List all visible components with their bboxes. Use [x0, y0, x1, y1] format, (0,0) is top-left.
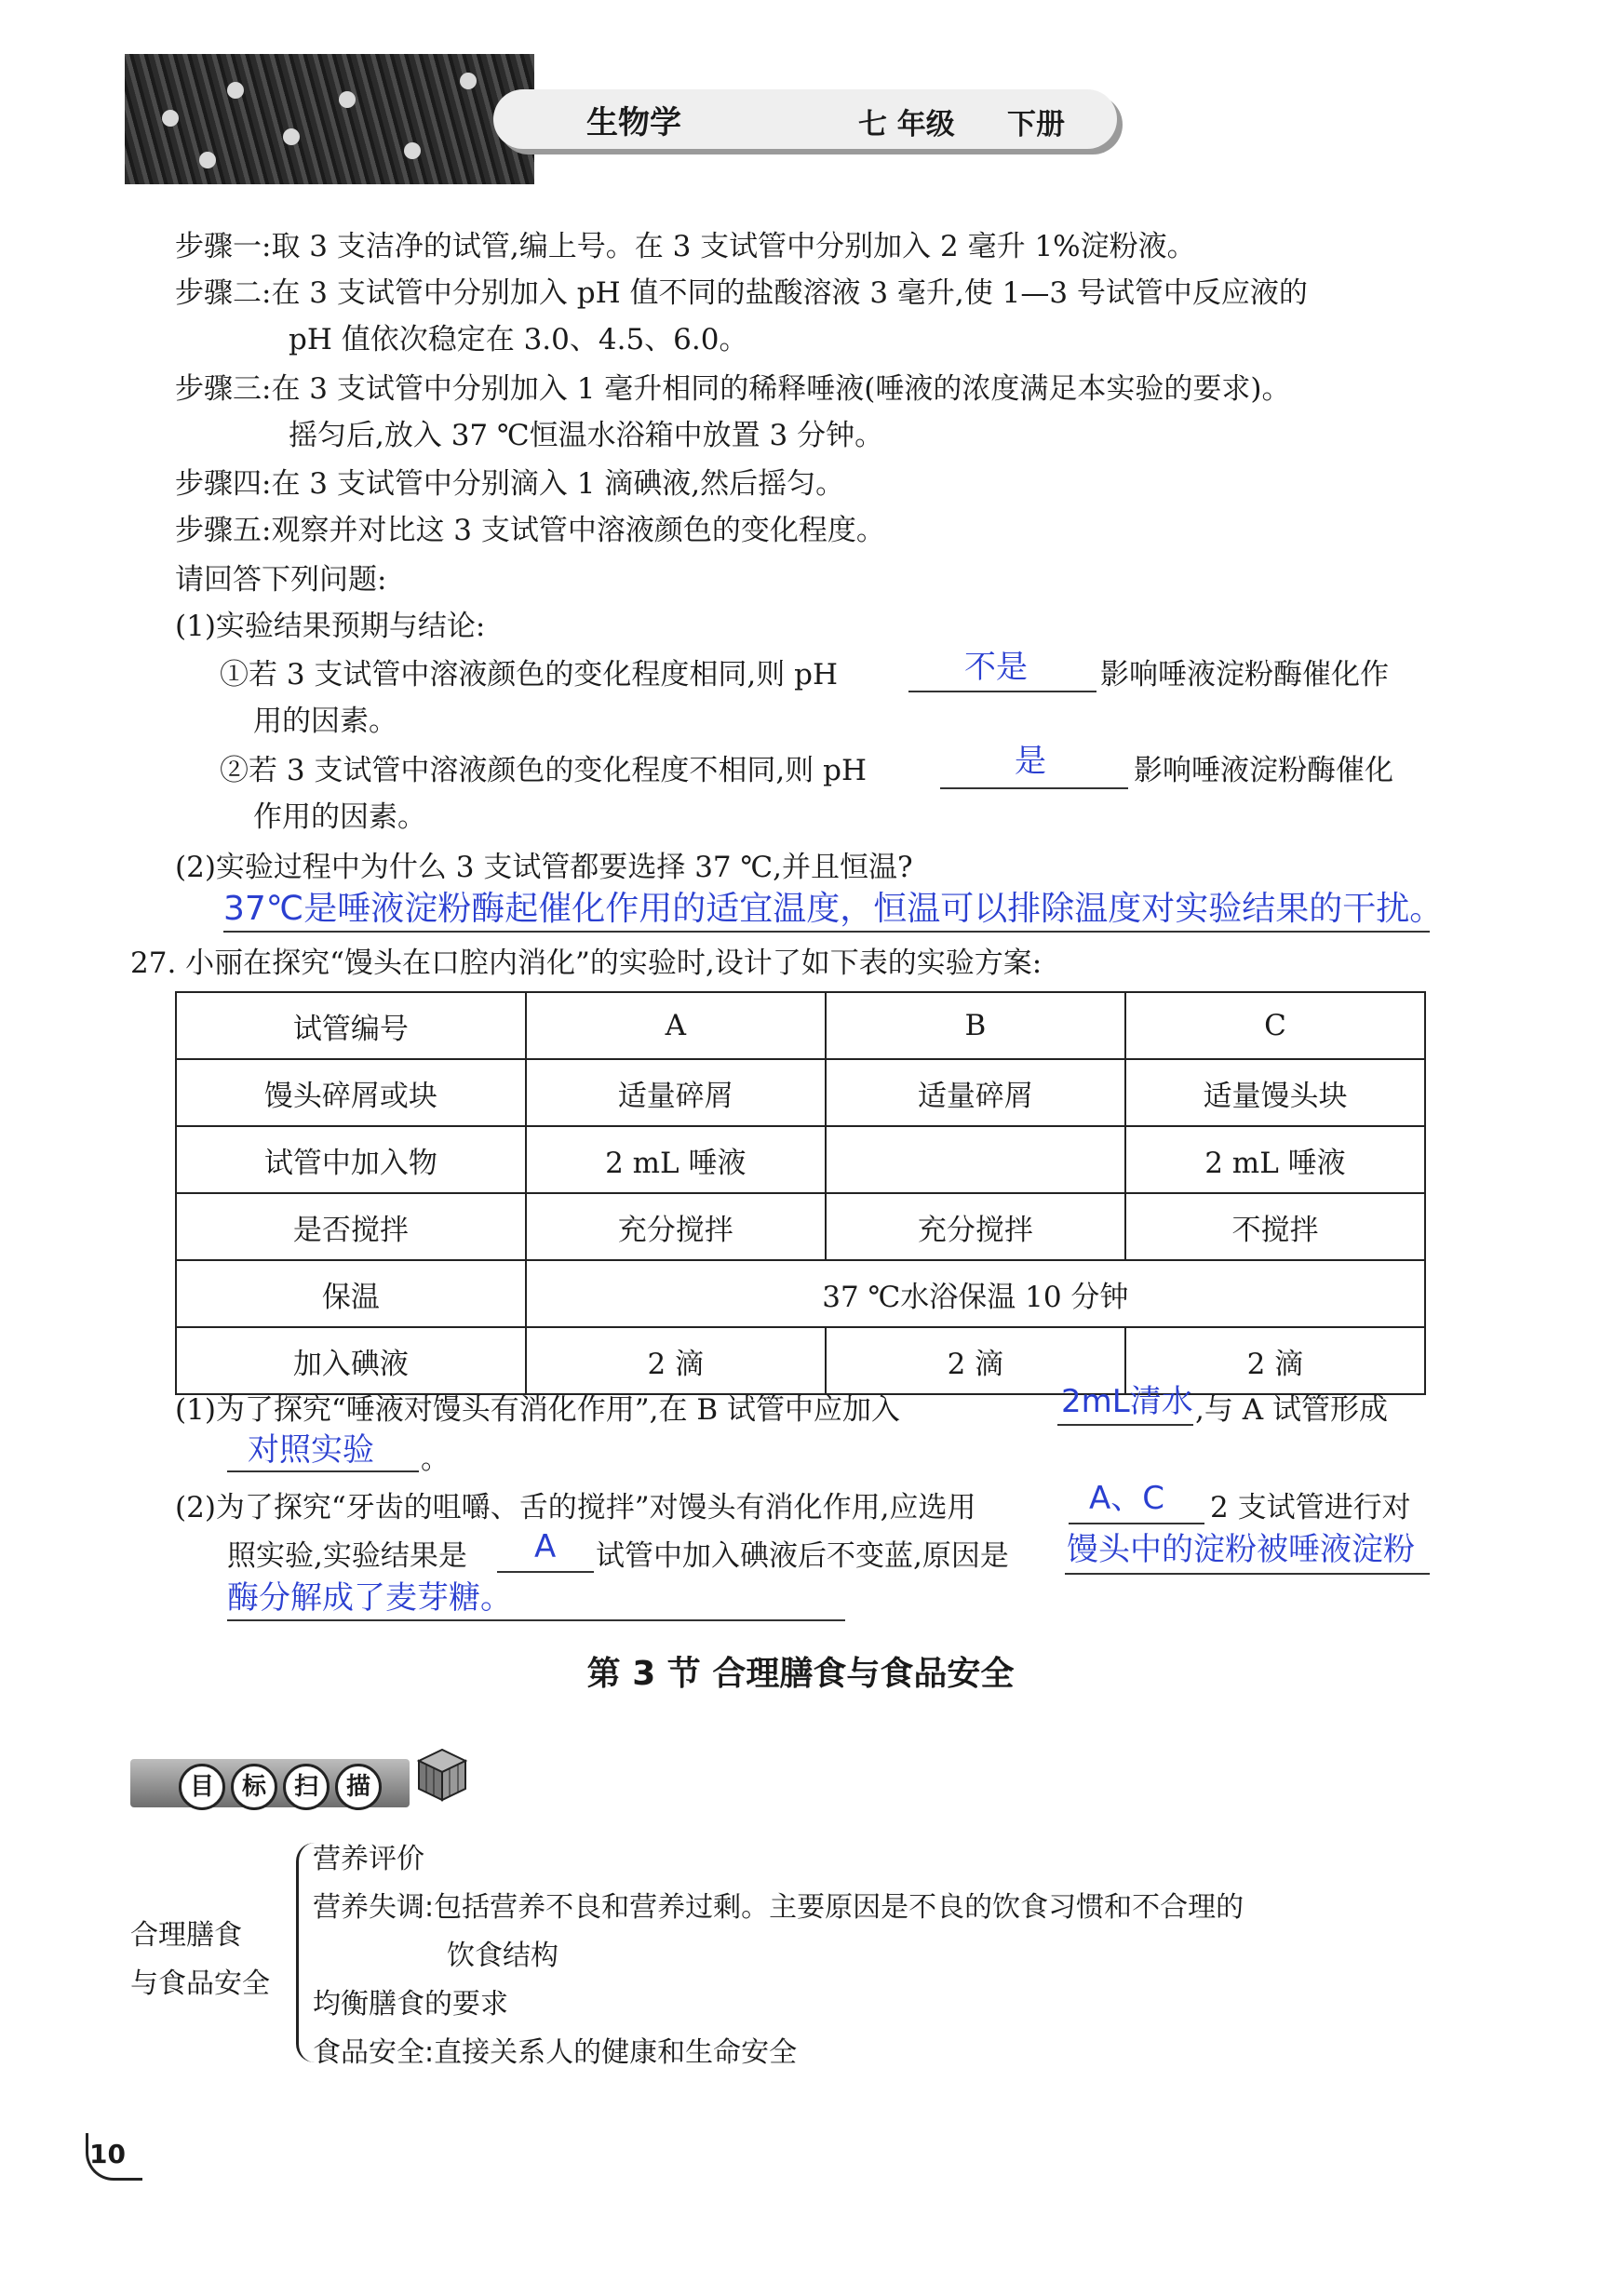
- q27-intro: 27. 小丽在探究“馒头在口腔内消化”的实验时,设计了如下表的实验方案:: [130, 947, 1043, 980]
- q26-1b-post: 影响唾液淀粉酶催化: [1134, 754, 1393, 787]
- table-cell: 充分搅拌: [826, 1193, 1125, 1260]
- step-4: 步骤四:在 3 支试管中分别滴入 1 滴碘液,然后摇匀。: [175, 467, 845, 501]
- table-cell: 适量馒头块: [1125, 1059, 1425, 1126]
- table-cell: 2 滴: [526, 1327, 826, 1394]
- q26-part2-title: (2)实验过程中为什么 3 支试管都要选择 37 ℃,并且恒温?: [175, 851, 913, 884]
- handwritten-answer: 对照实验: [248, 1431, 374, 1469]
- table-row: [176, 1193, 1425, 1260]
- cube-icon: [410, 1740, 475, 1806]
- experiment-table: [175, 991, 1426, 1395]
- table-row: [176, 1126, 1425, 1193]
- answer-blank: [497, 1571, 594, 1573]
- handwritten-answer: A、C: [1089, 1480, 1164, 1517]
- banner-char: 扫: [283, 1764, 330, 1810]
- handwritten-answer: 不是: [964, 649, 1028, 686]
- table-cell: 2 mL 唾液: [1125, 1126, 1425, 1193]
- table-cell: 馒头碎屑或块: [176, 1059, 526, 1126]
- volume-label: 下册: [1007, 108, 1065, 141]
- q26-1a-cont: 用的因素。: [253, 705, 397, 738]
- section-title: 第 3 节 合理膳食与食品安全: [586, 1655, 1015, 1693]
- q27-part2-post: 2 支试管进行对: [1210, 1491, 1411, 1524]
- table-cell: 适量碎屑: [526, 1059, 826, 1126]
- q26-prompt: 请回答下列问题:: [175, 563, 387, 597]
- table-header-cell: C: [1125, 992, 1425, 1059]
- step-1: 步骤一:取 3 支洁净的试管,编上号。在 3 支试管中分别加入 2 毫升 1%淀粉液。: [175, 230, 1196, 263]
- table-cell: 加入碘液: [176, 1327, 526, 1394]
- table-cell: 充分搅拌: [526, 1193, 826, 1260]
- q27-part1-pre: (1)为了探究“唾液对馒头有消化作用”,在 B 试管中应加入: [175, 1393, 900, 1427]
- subject-title: 生物学: [586, 104, 681, 141]
- concept-item: 食品安全:直接关系人的健康和生命安全: [313, 2036, 798, 2069]
- step-2: 步骤二:在 3 支试管中分别加入 pH 值不同的盐酸溶液 3 毫升,使 1—3 号试管中反应液的: [175, 276, 1308, 310]
- q27-part1-end: 。: [421, 1443, 450, 1476]
- step-3: 步骤三:在 3 支试管中分别加入 1 毫升相同的稀释唾液(唾液的浓度满足本实验的要求)。: [175, 372, 1291, 406]
- concept-root-line2: 与食品安全: [130, 1967, 270, 2000]
- answer-blank: [1069, 1523, 1204, 1524]
- concept-item: 均衡膳食的要求: [313, 1988, 508, 2021]
- handwritten-answer: 2mL清水: [1061, 1383, 1193, 1420]
- handwritten-answer: 酶分解成了麦芽糖。: [227, 1579, 512, 1617]
- q26-1b-pre: ②若 3 支试管中溶液颜色的变化程度不相同,则 pH: [220, 754, 868, 787]
- table-cell: 2 滴: [1125, 1327, 1425, 1394]
- table-cell: 37 ℃水浴保温 10 分钟: [526, 1260, 1425, 1327]
- table-cell: 适量碎屑: [826, 1059, 1125, 1126]
- concept-item-cont: 饮食结构: [447, 1940, 558, 1972]
- q26-1a-pre: ①若 3 支试管中溶液颜色的变化程度相同,则 pH: [220, 658, 839, 691]
- banner-label: [179, 1764, 382, 1810]
- step-5: 步骤五:观察并对比这 3 支试管中溶液颜色的变化程度。: [175, 514, 885, 547]
- answer-blank: [227, 1470, 419, 1472]
- answer-line: [1065, 1573, 1430, 1575]
- table-row: [176, 1260, 1425, 1327]
- q27-part2-line2: 照实验,实验结果是: [227, 1539, 467, 1573]
- concept-root-line1: 合理膳食: [130, 1919, 242, 1952]
- q27-part2-pre: (2)为了探究“牙齿的咀嚼、舌的搅拌”对馒头有消化作用,应选用: [175, 1491, 976, 1524]
- table-cell: 不搅拌: [1125, 1193, 1425, 1260]
- table-row: [176, 1327, 1425, 1394]
- table-cell: 试管中加入物: [176, 1126, 526, 1193]
- handwritten-answer: 馒头中的淀粉被唾液淀粉: [1067, 1531, 1415, 1568]
- q27-part2-mid: 试管中加入碘液后不变蓝,原因是: [596, 1539, 1009, 1573]
- table-header-cell: A: [526, 992, 826, 1059]
- table-header-cell: B: [826, 992, 1125, 1059]
- q26-1a-post: 影响唾液淀粉酶催化作: [1100, 658, 1389, 691]
- answer-blank: [908, 691, 1096, 692]
- answer-line: [227, 1619, 845, 1621]
- answer-blank: [940, 787, 1128, 789]
- answer-blank: [1057, 1424, 1193, 1426]
- concept-item: 营养失调:包括营养不良和营养过剩。主要原因是不良的饮食习惯和不合理的: [313, 1891, 1244, 1924]
- answer-line: [223, 931, 1430, 933]
- table-cell: 保温: [176, 1260, 526, 1327]
- page-number: 10: [89, 2139, 126, 2169]
- banner-char: 标: [231, 1764, 277, 1810]
- table-row: [176, 992, 1425, 1059]
- q27-part1-post: ,与 A 试管形成: [1195, 1393, 1388, 1427]
- step-3-cont: 摇匀后,放入 37 ℃恒温水浴箱中放置 3 分钟。: [289, 419, 884, 452]
- banner-char: 描: [335, 1764, 382, 1810]
- header-photo: [125, 54, 534, 184]
- q26-part1-title: (1)实验结果预期与结论:: [175, 610, 486, 643]
- banner-char: 目: [179, 1764, 225, 1810]
- grade-label: 七 年级: [858, 108, 955, 141]
- q26-1b-cont: 作用的因素。: [253, 800, 426, 834]
- handwritten-answer: 是: [1015, 743, 1046, 780]
- table-cell: 2 滴: [826, 1327, 1125, 1394]
- table-header-cell: 试管编号: [176, 992, 526, 1059]
- table-row: [176, 1059, 1425, 1126]
- table-cell: [826, 1126, 1125, 1193]
- handwritten-answer: 37℃是唾液淀粉酶起催化作用的适宜温度，恒温可以排除温度对实验结果的干扰。: [223, 890, 1444, 928]
- step-2-cont: pH 值依次稳定在 3.0、4.5、6.0。: [289, 323, 748, 356]
- table-cell: 2 mL 唾液: [526, 1126, 826, 1193]
- handwritten-answer: A: [534, 1528, 557, 1565]
- concept-item: 营养评价: [313, 1843, 424, 1875]
- table-cell: 是否搅拌: [176, 1193, 526, 1260]
